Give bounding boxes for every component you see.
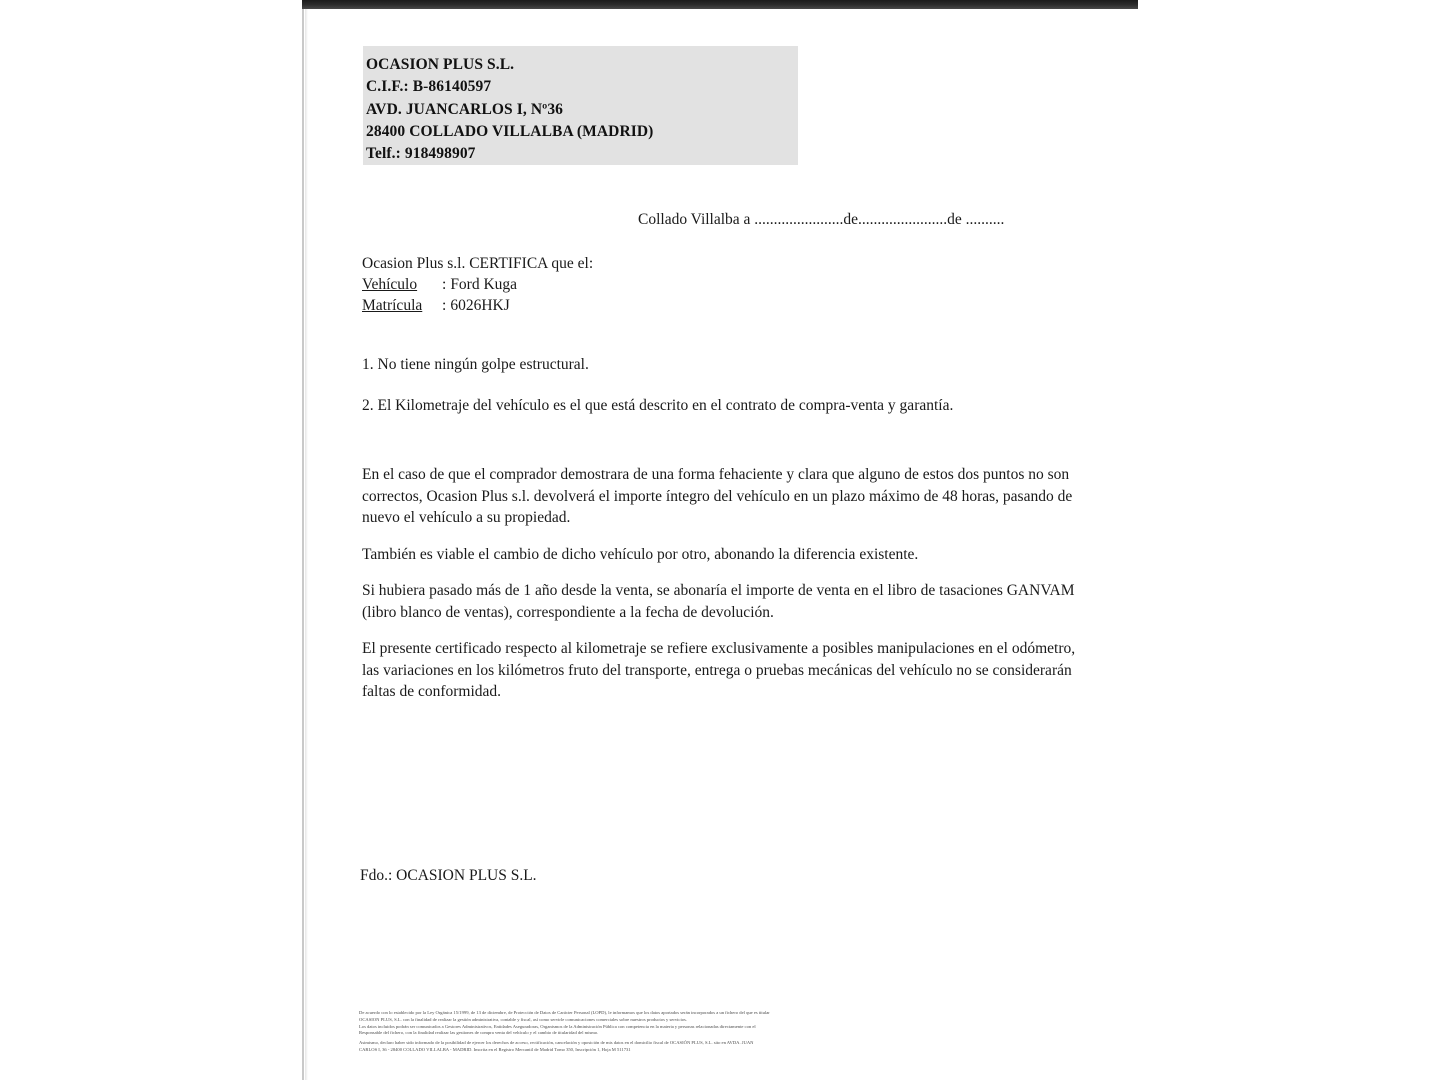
letterhead-block — [363, 46, 798, 165]
certification-intro: Ocasion Plus s.l. CERTIFICA que el: — [362, 255, 594, 272]
vehicle-field-value: Ford Kuga — [450, 276, 518, 293]
scan-top-bar — [302, 0, 1138, 9]
legal-footer — [359, 1010, 1089, 1054]
page-left-edge — [302, 8, 304, 1080]
letterhead-street: AVD. JUANCARLOS I, Nº36 — [366, 100, 564, 118]
vehicle-field-row — [362, 274, 593, 295]
body-text — [362, 464, 1087, 718]
legal-footer-line: Los datos incluidos podrán ser comunicados a Gestores Administrativos, Entidades Aseguradoras, Organismos de la Administración Pública con competencia en la materia y personas relacionadas directamente con el — [359, 1023, 756, 1029]
page-left-edge-shadow — [305, 8, 308, 1080]
legal-footer-line: CARLOS I, 36 - 28400 COLLADO VILLALBA - MADRID. Inscrita en el Registro Mercantil de Madrid Tomo 350, Inscripción 1, Hoja M 511731 — [359, 1046, 631, 1052]
vehicle-field-label: Vehículo — [362, 276, 418, 293]
clause-item: 1. No tiene ningún golpe estructural. — [362, 356, 589, 373]
place-and-date-line: Collado Villalba a .......................de.......................de .......... — [638, 211, 1005, 228]
legal-footer-line: OCASION PLUS, S.L. con la finalidad de realizar la gestión administrativa, contable y fiscal, así como servirle comunicaciones comerciales sobre nuestros productos y servicios. — [359, 1016, 687, 1022]
letterhead-phone: Telf.: 918498907 — [366, 145, 476, 163]
clause-item: 2. El Kilometraje del vehículo es el que está descrito en el contrato de compra-venta y garantía. — [362, 397, 954, 414]
paragraph-vehicle-exchange: También es viable el cambio de dicho vehículo por otro, abonando la diferencia existente. — [362, 545, 919, 563]
letterhead-company-name: OCASION PLUS S.L. — [366, 56, 515, 73]
document-page — [302, 0, 1138, 1080]
plate-field-separator: : — [442, 297, 447, 314]
paragraph-odometer-scope: El presente certificado respecto al kilometraje se refiere exclusivamente a posibles manipulaciones en el odómetro, las variaciones en los kilómetros fruto del transporte, entrega o pruebas mecánicas del vehículo no se considerarán faltas de conformidad. — [362, 640, 1076, 700]
signature-line: Fdo.: OCASION PLUS S.L. — [360, 867, 537, 884]
legal-footer-line: Asimismo, declaro haber sido informado de la posibilidad de ejercer los derechos de acceso, rectificación, cancelación y oposición de mis datos en el domicilio fiscal de OCASIÓN PLUS, S.L. sito en AVDA. JUAN — [359, 1040, 754, 1046]
letterhead-cif: C.I.F.: B-86140597 — [366, 78, 492, 96]
paragraph-refund-terms: En el caso de que el comprador demostrara de una forma fehaciente y clara que alguno de estos dos puntos no son correctos, Ocasion Plus s.l. devolverá el importe íntegro del vehículo en un plazo máximo de 48 horas, pasando de nuevo el vehículo a su propiedad. — [362, 466, 1073, 526]
plate-field-label: Matrícula — [362, 297, 423, 314]
plate-field-value: 6026HKJ — [450, 297, 510, 314]
clause-list — [362, 354, 1102, 436]
legal-footer-line: De acuerdo con lo establecido por la Ley Orgánica 15/1999, de 13 de diciembre, de Protección de Datos de Carácter Personal (LOPD), le informamos que los datos aportados serán incorporados a un fichero del que es titular — [359, 1010, 770, 1015]
vehicle-field-separator: : — [442, 276, 447, 293]
letterhead-city: 28400 COLLADO VILLALBA (MADRID) — [366, 122, 654, 140]
paragraph-ganvam-valuation: Si hubiera pasado más de 1 año desde la venta, se abonaría el importe de venta en el libro de tasaciones GANVAM (libro blanco de ventas), correspondiente a la fecha de devolución. — [362, 582, 1075, 621]
plate-field-row — [362, 295, 593, 316]
legal-footer-line: Responsable del fichero, con la finalidad realizar las gestiones de compra venta del vehículo y el cambio de titularidad del mismo. — [359, 1030, 599, 1036]
certification-block — [362, 253, 593, 316]
